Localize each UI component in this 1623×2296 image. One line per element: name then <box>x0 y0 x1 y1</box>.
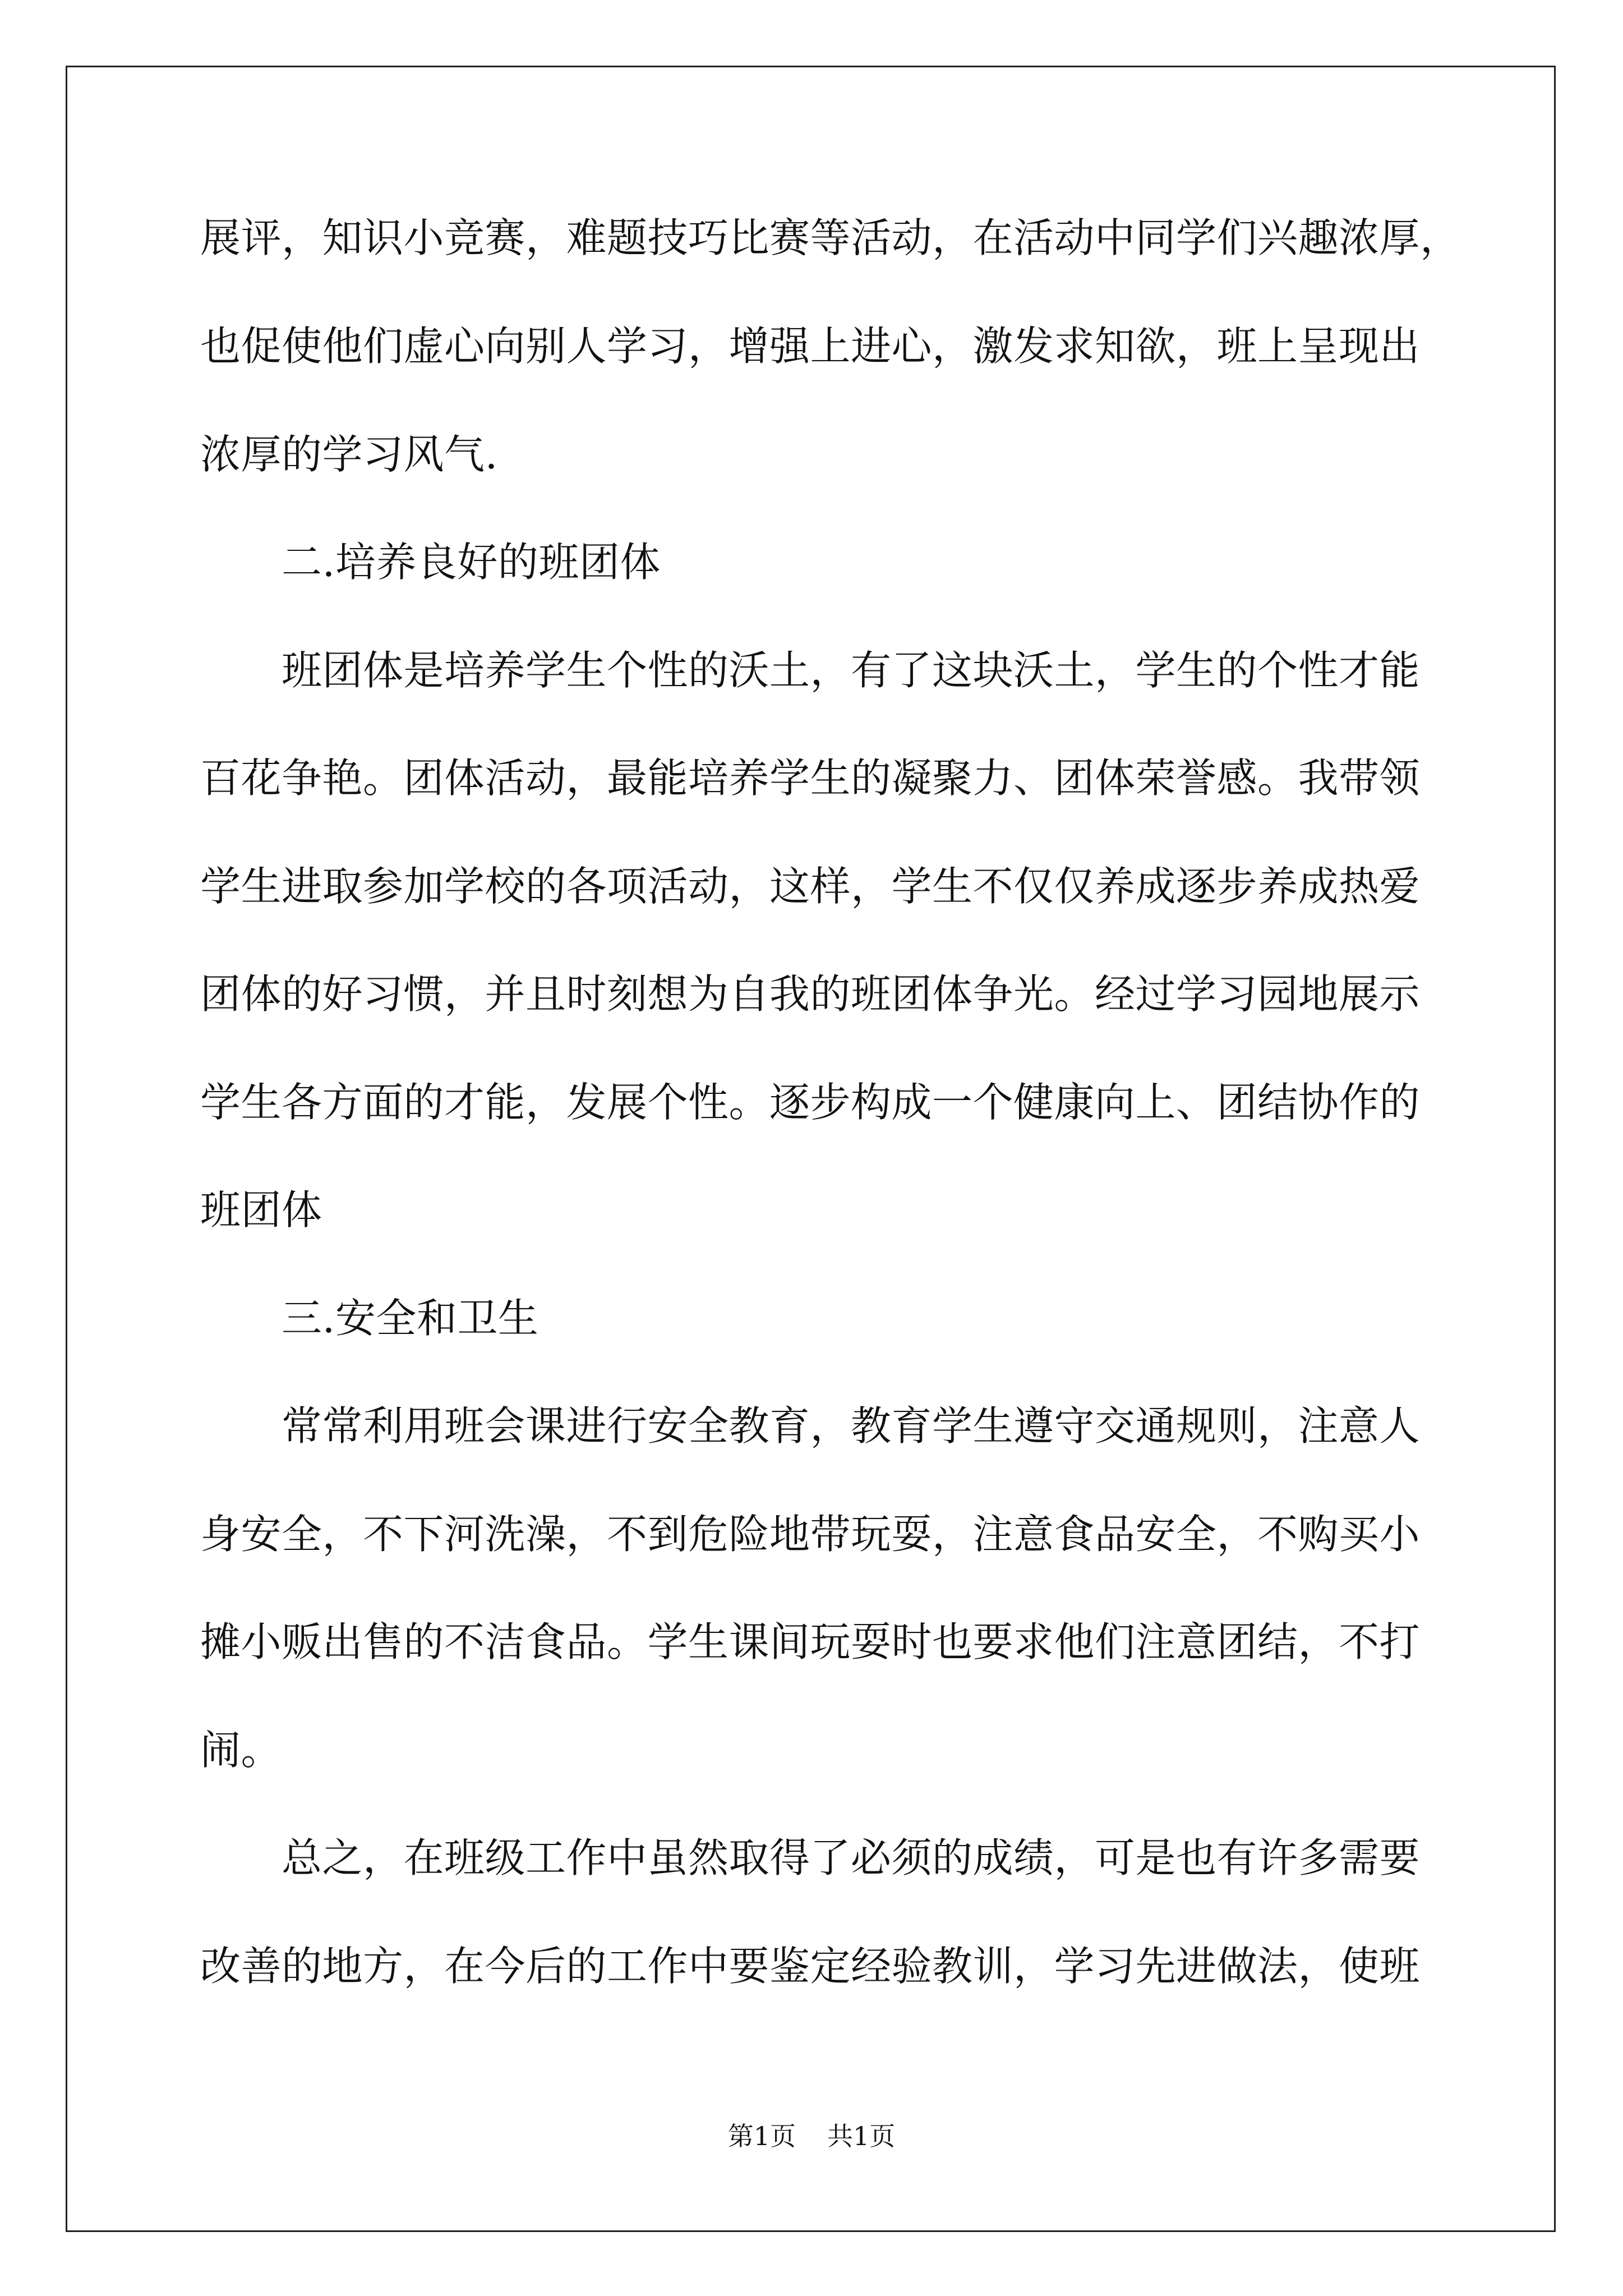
page-footer <box>0 2120 1623 2152</box>
text-line: 也促使他们虚心向别人学习，增强上进心，激发求知欲，班上呈现出 <box>200 323 1421 370</box>
text-line: 班团体是培养学生个性的沃土，有了这块沃土，学生的个性才能 <box>282 647 1421 694</box>
text-line: 学生各方面的才能，发展个性。逐步构成一个健康向上、团结协作的 <box>200 1079 1421 1126</box>
text-line: 改善的地方，在今后的工作中要鉴定经验教训，学习先进做法，使班 <box>200 1943 1421 1990</box>
text-line: 摊小贩出售的不洁食品。学生课间玩耍时也要求他们注意团结，不打 <box>200 1618 1421 1665</box>
text-line: 展评，知识小竞赛，难题技巧比赛等活动，在活动中同学们兴趣浓厚， <box>200 214 1461 261</box>
text-line: 学生进取参加学校的各项活动，这样，学生不仅仅养成逐步养成热爱 <box>200 863 1421 910</box>
text-line: 百花争艳。团体活动，最能培养学生的凝聚力、团体荣誉感。我带领 <box>200 754 1421 802</box>
text-line: 浓厚的学习风气. <box>200 431 498 478</box>
section-heading: 二.培养良好的班团体 <box>282 539 661 586</box>
text-line: 总之，在班级工作中虽然取得了必须的成绩，可是也有许多需要 <box>282 1834 1421 1881</box>
text-line: 班团体 <box>200 1186 322 1234</box>
text-line: 团体的好习惯，并且时刻想为自我的班团体争光。经过学习园地展示 <box>200 970 1421 1018</box>
page-number: 第1页 <box>727 2121 796 2151</box>
text-line: 闹。 <box>200 1727 282 1774</box>
page-total: 共1页 <box>827 2121 896 2151</box>
page-border <box>66 66 1556 2232</box>
section-heading: 三.安全和卫生 <box>282 1295 539 1342</box>
text-line: 身安全，不下河洗澡，不到危险地带玩耍，注意食品安全，不购买小 <box>200 1511 1421 1558</box>
text-line: 常常利用班会课进行安全教育，教育学生遵守交通规则，注意人 <box>282 1402 1421 1450</box>
